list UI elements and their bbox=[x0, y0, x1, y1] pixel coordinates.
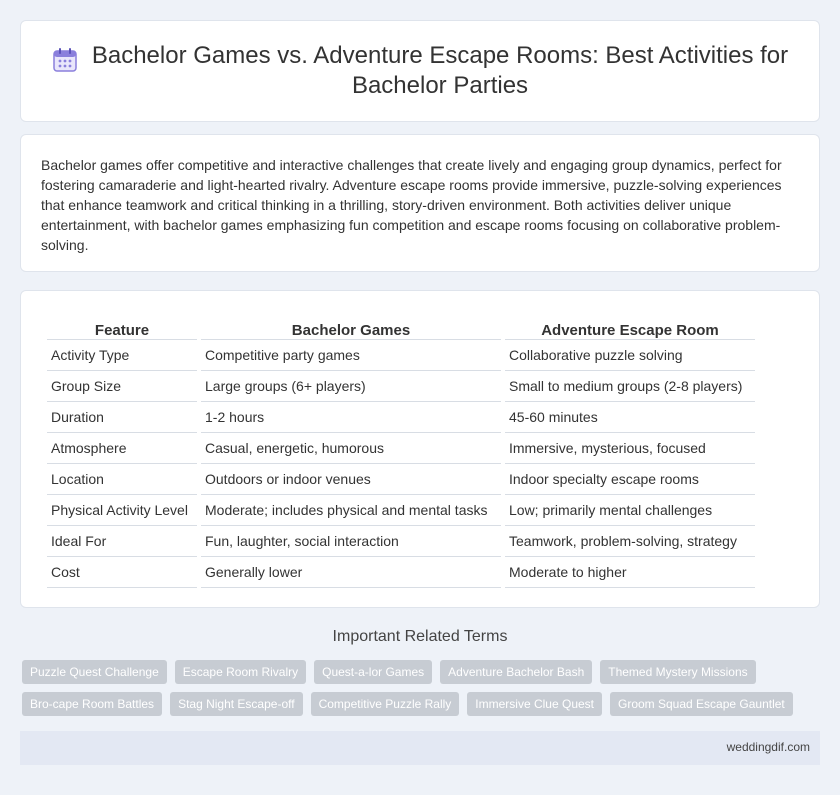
related-term-tag[interactable]: Stag Night Escape-off bbox=[170, 692, 303, 716]
column-header-bachelor-games: Bachelor Games bbox=[201, 315, 501, 340]
table-row bbox=[47, 371, 755, 402]
column-header-escape-room: Adventure Escape Room bbox=[505, 315, 755, 340]
related-terms-heading: Important Related Terms bbox=[332, 628, 508, 645]
escape-room-cell: 45-60 minutes bbox=[505, 402, 755, 433]
table-row bbox=[47, 433, 755, 464]
feature-cell: Physical Activity Level bbox=[47, 495, 197, 526]
bachelor-games-cell: Generally lower bbox=[201, 557, 501, 588]
escape-room-cell: Small to medium groups (2-8 players) bbox=[505, 371, 755, 402]
feature-cell: Group Size bbox=[47, 371, 197, 402]
comparison-card bbox=[20, 290, 820, 608]
related-term-tag[interactable]: Groom Squad Escape Gauntlet bbox=[610, 692, 793, 716]
related-term-tag[interactable]: Bro-cape Room Battles bbox=[22, 692, 162, 716]
table-row bbox=[47, 495, 755, 526]
bachelor-games-cell: 1-2 hours bbox=[201, 402, 501, 433]
table-row bbox=[47, 557, 755, 588]
feature-cell: Location bbox=[47, 464, 197, 495]
related-term-tag[interactable]: Competitive Puzzle Rally bbox=[311, 692, 460, 716]
escape-room-cell: Low; primarily mental challenges bbox=[505, 495, 755, 526]
intro-card bbox=[20, 134, 820, 272]
comparison-table bbox=[43, 315, 759, 588]
footer-site-link[interactable]: weddingdif.com bbox=[726, 740, 810, 754]
bachelor-games-cell: Casual, energetic, humorous bbox=[201, 433, 501, 464]
related-term-tag[interactable]: Escape Room Rivalry bbox=[175, 660, 306, 684]
feature-cell: Duration bbox=[47, 402, 197, 433]
bachelor-games-cell: Fun, laughter, social interaction bbox=[201, 526, 501, 557]
related-term-tag[interactable]: Themed Mystery Missions bbox=[600, 660, 755, 684]
related-terms-list bbox=[22, 660, 822, 716]
table-header-row bbox=[47, 315, 755, 340]
bachelor-games-cell: Outdoors or indoor venues bbox=[201, 464, 501, 495]
column-header-feature: Feature bbox=[47, 315, 197, 340]
escape-room-cell: Moderate to higher bbox=[505, 557, 755, 588]
related-term-tag[interactable]: Immersive Clue Quest bbox=[467, 692, 602, 716]
table-row bbox=[47, 340, 755, 371]
bachelor-games-cell: Moderate; includes physical and mental tasks bbox=[201, 495, 501, 526]
related-term-tag[interactable]: Quest-a-lor Games bbox=[314, 660, 432, 684]
table-row bbox=[47, 526, 755, 557]
related-term-tag[interactable]: Puzzle Quest Challenge bbox=[22, 660, 167, 684]
escape-room-cell: Collaborative puzzle solving bbox=[505, 340, 755, 371]
page-title: Bachelor Games vs. Adventure Escape Rooms: Best Activities for Bachelor Parties bbox=[91, 42, 789, 99]
feature-cell: Cost bbox=[47, 557, 197, 588]
footer bbox=[20, 731, 820, 765]
escape-room-cell: Indoor specialty escape rooms bbox=[505, 464, 755, 495]
related-term-tag[interactable]: Adventure Bachelor Bash bbox=[440, 660, 592, 684]
escape-room-cell: Immersive, mysterious, focused bbox=[505, 433, 755, 464]
escape-room-cell: Teamwork, problem-solving, strategy bbox=[505, 526, 755, 557]
feature-cell: Ideal For bbox=[47, 526, 197, 557]
table-row bbox=[47, 464, 755, 495]
feature-cell: Activity Type bbox=[47, 340, 197, 371]
title-card bbox=[20, 20, 820, 122]
feature-cell: Atmosphere bbox=[47, 433, 197, 464]
bachelor-games-cell: Large groups (6+ players) bbox=[201, 371, 501, 402]
bachelor-games-cell: Competitive party games bbox=[201, 340, 501, 371]
intro-paragraph: Bachelor games offer competitive and interactive challenges that create lively and engaging group dynamics, perfect for fostering camaraderie and light-hearted rivalry. Adventure escape rooms provide immersive, puzzle-solving experiences that enhance teamwork and critical thinking in a thrilling, story-driven environment. Both activities deliver unique entertainment, with bachelor games emphasizing fun competition and escape rooms focusing on collaborative problem-solving. bbox=[41, 157, 782, 253]
table-row bbox=[47, 402, 755, 433]
